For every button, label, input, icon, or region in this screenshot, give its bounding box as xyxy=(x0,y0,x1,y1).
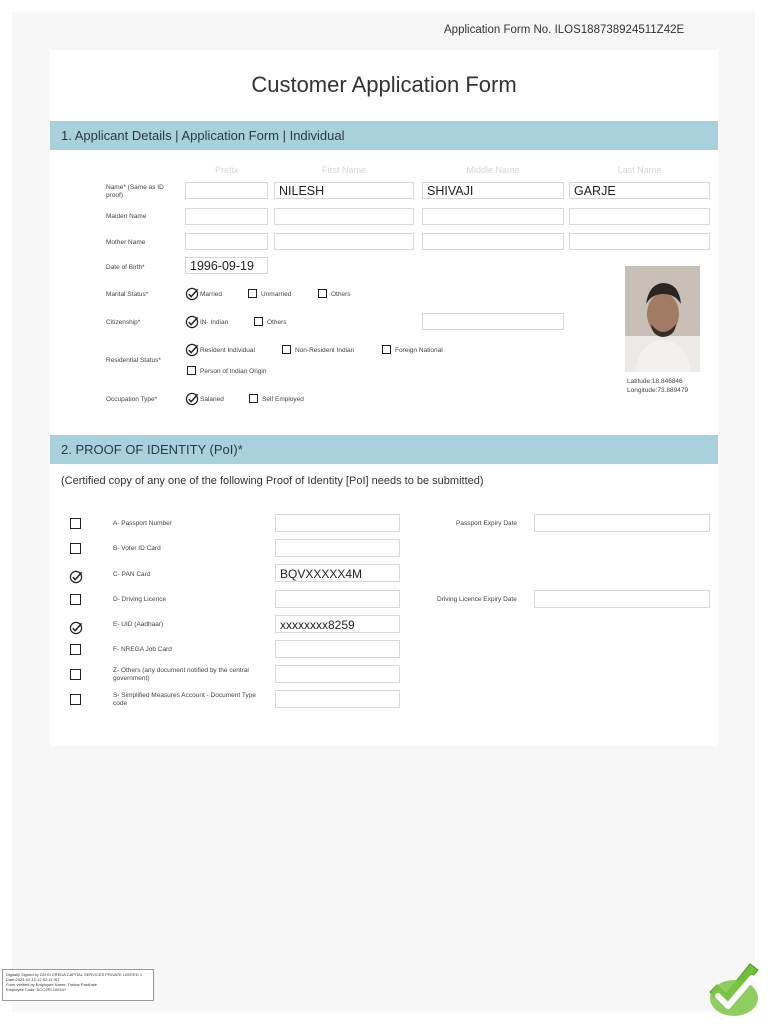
aadhaar-field[interactable]: xxxxxxxx8259 xyxy=(275,615,400,633)
maiden-middle-name-field[interactable] xyxy=(422,208,564,225)
poi-note: (Certified copy of any one of the following Proof of Identity [PoI] needs to be submitted) xyxy=(61,475,484,487)
signature-line: Date:2024-02-10 12:52:11 IST xyxy=(6,977,60,982)
indian-checked-icon[interactable] xyxy=(185,315,199,329)
pio-checkbox[interactable] xyxy=(187,366,196,375)
geo-coordinates xyxy=(627,377,688,395)
verified-check-icon xyxy=(706,958,762,1018)
resident-individual-option: Resident Individual xyxy=(200,347,255,354)
driving-licence-checkbox[interactable] xyxy=(70,594,81,605)
passport-checkbox[interactable] xyxy=(70,518,81,529)
name-label: Name* (Same as ID proof) xyxy=(106,184,164,199)
pan-checked-icon[interactable] xyxy=(69,570,83,584)
citizenship-others-option: Others xyxy=(267,319,287,326)
first-name-field[interactable]: NILESH xyxy=(274,182,414,199)
dob-field[interactable]: 1996-09-19 xyxy=(185,257,268,274)
page-title: Customer Application Form xyxy=(251,72,517,97)
signature-line: Digitally Signed by DN:SI CREDA CAPITAL SERVICES PRIVATE LIMITED 1 xyxy=(6,972,143,977)
marital-others-option: Others xyxy=(331,291,351,298)
longitude-text: Longitude:73.889479 xyxy=(627,387,689,394)
nrega-checkbox[interactable] xyxy=(70,644,81,655)
section-proof-of-identity-header xyxy=(50,435,718,464)
driving-licence-label: D- Driving Licence xyxy=(113,596,167,603)
digital-signature-box xyxy=(2,969,154,1001)
foreign-national-option: Foreign National xyxy=(395,347,443,354)
passport-label: A- Passport Number xyxy=(113,520,172,527)
simplified-measures-field[interactable] xyxy=(275,690,400,708)
column-header-prefix: Prefix xyxy=(214,165,238,175)
application-number: Application Form No. ILOS188738924511Z42E xyxy=(444,24,685,36)
citizenship-others-checkbox[interactable] xyxy=(254,317,263,326)
unmarried-checkbox[interactable] xyxy=(248,289,257,298)
prefix-field[interactable] xyxy=(185,182,268,199)
indian-option: IN- Indian xyxy=(200,319,229,326)
applicant-photo xyxy=(625,266,700,372)
signature-line: Employee Code: SCCSPL10044? xyxy=(6,987,67,992)
others-doc-checkbox[interactable] xyxy=(70,669,81,680)
pio-option: Person of Indian Origin xyxy=(200,368,267,375)
column-header-first-name: First Name xyxy=(321,165,366,175)
occupation-type-label: Occupation Type* xyxy=(106,396,158,403)
maiden-last-name-field[interactable] xyxy=(569,208,710,225)
nri-checkbox[interactable] xyxy=(282,345,291,354)
driving-licence-field[interactable] xyxy=(275,590,400,608)
signature-line: Form verified by Employee Name: Tushar Pardhale xyxy=(6,982,97,987)
foreign-national-checkbox[interactable] xyxy=(382,345,391,354)
section-title: 2. PROOF OF IDENTITY (PoI)* xyxy=(61,442,243,457)
salaried-checked-icon[interactable] xyxy=(185,392,199,406)
voter-id-label: B- Voter ID Card xyxy=(113,545,161,552)
residential-status-label: Residential Status* xyxy=(106,357,161,364)
married-checked-icon[interactable] xyxy=(185,287,199,301)
nri-option: Non-Resident Indian xyxy=(295,347,355,354)
unmarried-option: Unmarried xyxy=(261,291,292,298)
salaried-option: Salaried xyxy=(200,396,224,403)
driving-licence-expiry-label: Driving Licence Expiry Date xyxy=(437,596,517,603)
marital-status-label: Marital Status* xyxy=(106,291,149,298)
voter-id-checkbox[interactable] xyxy=(70,543,81,554)
citizenship-label: Citizenship* xyxy=(106,319,141,326)
pan-card-label: C- PAN Card xyxy=(113,571,151,578)
others-doc-label: Z- Others (any document notified by the central government) xyxy=(113,667,249,682)
aadhaar-checked-icon[interactable] xyxy=(69,621,83,635)
nrega-field[interactable] xyxy=(275,640,400,658)
mother-last-name-field[interactable] xyxy=(569,233,710,250)
citizenship-others-field[interactable] xyxy=(422,313,564,330)
marital-others-checkbox[interactable] xyxy=(318,289,327,298)
maiden-name-label: Maiden Name xyxy=(106,213,147,220)
dob-label: Date of Birth* xyxy=(106,264,145,271)
maiden-prefix-field[interactable] xyxy=(185,208,268,225)
mother-first-name-field[interactable] xyxy=(274,233,414,250)
simplified-measures-label: S- Simplified Measures Account - Document Type code xyxy=(113,692,256,707)
middle-name-field[interactable]: SHIVAJI xyxy=(422,182,564,199)
simplified-measures-checkbox[interactable] xyxy=(70,694,81,705)
section-title: 1. Applicant Details | Application Form | Individual xyxy=(61,128,345,143)
passport-expiry-label: Passport Expiry Date xyxy=(456,520,518,527)
maiden-first-name-field[interactable] xyxy=(274,208,414,225)
aadhaar-label: E- UID (Aadhaar) xyxy=(113,621,164,628)
last-name-field[interactable]: GARJE xyxy=(569,182,710,199)
nrega-label: F- NREGA Job Card xyxy=(113,646,172,653)
self-employed-option: Self Employed xyxy=(262,396,304,403)
mother-name-label: Mother Name xyxy=(106,239,146,246)
mother-prefix-field[interactable] xyxy=(185,233,268,250)
self-employed-checkbox[interactable] xyxy=(249,394,258,403)
voter-id-field[interactable] xyxy=(275,539,400,557)
mother-middle-name-field[interactable] xyxy=(422,233,564,250)
passport-number-field[interactable] xyxy=(275,514,400,532)
section-applicant-details-header xyxy=(50,121,718,150)
latitude-text: Latitude:18.846846 xyxy=(627,378,683,385)
driving-licence-expiry-field[interactable] xyxy=(534,590,710,608)
passport-expiry-field[interactable] xyxy=(534,514,710,532)
column-header-last-name: Last Name xyxy=(617,165,662,175)
resident-checked-icon[interactable] xyxy=(185,343,199,357)
column-header-middle-name: Middle Name xyxy=(466,165,520,175)
married-option: Married xyxy=(200,291,223,298)
others-doc-field[interactable] xyxy=(275,665,400,683)
pan-card-field[interactable]: BQVXXXXX4M xyxy=(275,564,400,582)
